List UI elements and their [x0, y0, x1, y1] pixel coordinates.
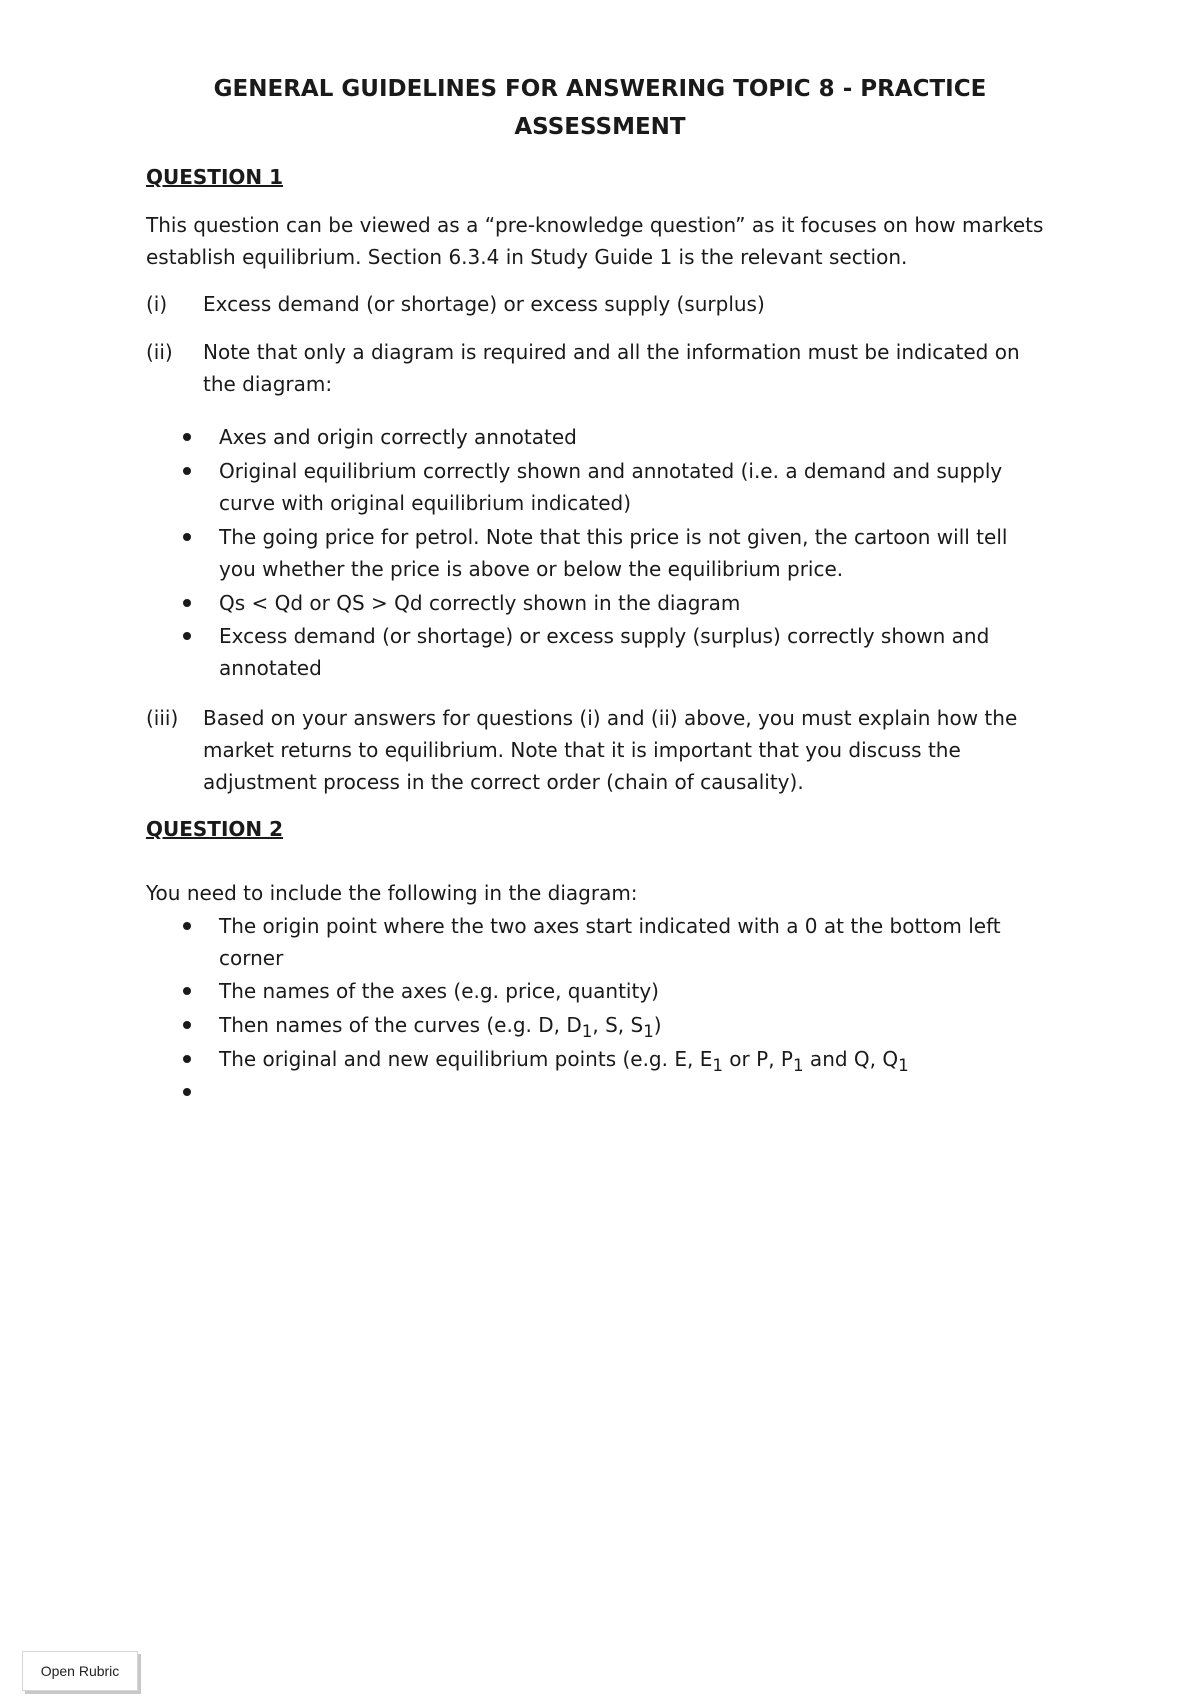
bullet-icon	[183, 1055, 191, 1063]
part-number: (i)	[146, 292, 168, 316]
list-item: Qs < Qd or QS > Qd correctly shown in the diagram	[183, 587, 1043, 619]
question-1-heading: QUESTION 1	[146, 165, 284, 189]
list-item: The original and new equilibrium points (e.g. E, $E_1$ or P, $P_1$ and Q, $Q_1$	[183, 1043, 1043, 1082]
question-1-part-iii	[146, 702, 1046, 798]
list-item: The going price for petrol. Note that this price is not given, the cartoon will tell you whether the price is above or below the equilibrium price.	[183, 521, 1043, 585]
part-text: Based on your answers for questions (i) and (ii) above, you must explain how the market returns to equilibrium. Note that it is important that you discuss the adjustment process in the correct order (chain of causality).	[203, 706, 1018, 794]
list-item: The names of the axes (e.g. price, quantity)	[183, 975, 1043, 1007]
bullet-icon	[183, 1088, 191, 1096]
bullet-icon	[183, 632, 191, 640]
bullet-icon	[183, 433, 191, 441]
question-1-part-ii	[146, 336, 1046, 400]
bullet-icon	[183, 987, 191, 995]
question-2-intro: You need to include the following in the diagram:	[146, 881, 638, 905]
part-text: Excess demand (or shortage) or excess supply (surplus)	[203, 292, 765, 316]
bullet-icon	[183, 599, 191, 607]
bullet-icon	[183, 922, 191, 930]
question-1-intro: This question can be viewed as a “pre-knowledge question” as it focuses on how markets establish equilibrium. Section 6.3.4 in Study Guide 1 is the relevant section.	[146, 213, 1044, 269]
question-1-part-i	[146, 288, 1046, 320]
bullet-icon	[183, 533, 191, 541]
part-number: (ii)	[146, 340, 173, 364]
open-rubric-button[interactable]: Open Rubric	[22, 1651, 138, 1691]
bullet-icon	[183, 467, 191, 475]
document-title: GENERAL GUIDELINES FOR ANSWERING TOPIC 8 - PRACTICE ASSESSMENT	[213, 76, 987, 140]
list-item: Axes and origin correctly annotated	[183, 421, 1043, 453]
list-item: The origin point where the two axes start indicated with a 0 at the bottom left corner	[183, 910, 1043, 974]
part-text: Note that only a diagram is required and all the information must be indicated on the diagram:	[203, 340, 1020, 396]
question-2-heading: QUESTION 2	[146, 817, 284, 841]
list-item: Original equilibrium correctly shown and annotated (i.e. a demand and supply curve with original equilibrium indicated)	[183, 455, 1043, 519]
part-number: (iii)	[146, 706, 179, 730]
bullet-icon	[183, 1021, 191, 1029]
list-item: Then names of the curves (e.g. D, $D_1$, S, $S_1$)	[183, 1009, 1043, 1048]
list-item: Excess demand (or shortage) or excess supply (surplus) correctly shown and annotated	[183, 620, 1043, 684]
